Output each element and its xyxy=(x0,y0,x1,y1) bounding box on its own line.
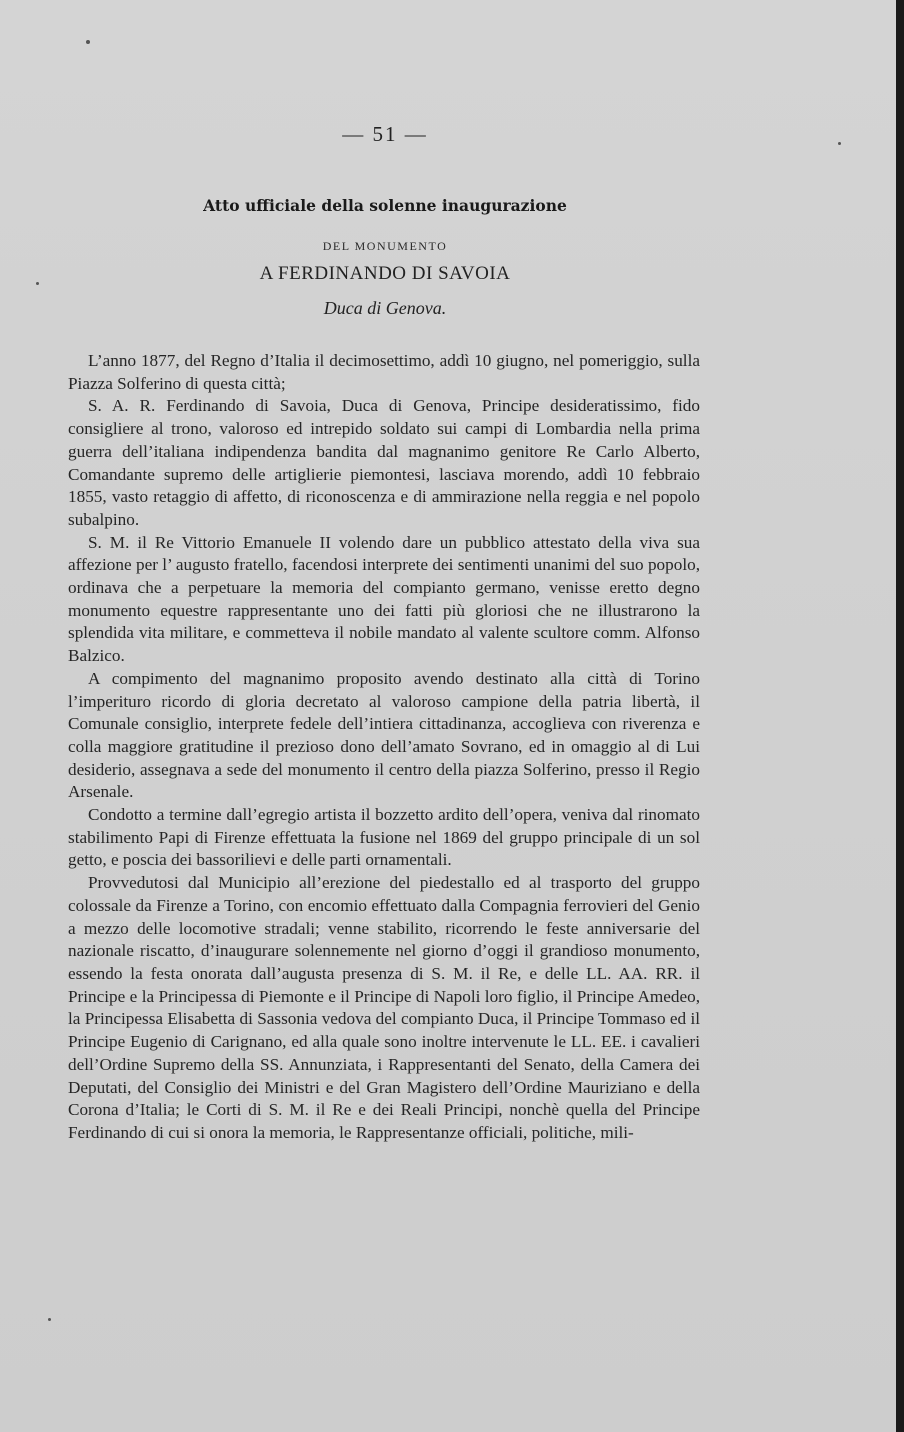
body-text xyxy=(68,350,700,1145)
scan-edge xyxy=(896,0,904,1432)
paragraph: Condotto a termine dall’egregio artista il bozzetto ardito dell’opera, veniva dal rinomato stabilimento Papi di Firenze effettuata la fusione nel 1869 del gruppo principale di un sol getto, e poscia dei bassorilievi e delle parti ornamentali. xyxy=(68,805,700,870)
paragraph: S. M. il Re Vittorio Emanuele II volendo dare un pubblico attestato della viva sua affezione per l’ augusto fratello, facendosi interprete dei sentimenti unanimi del suo popolo, ordinava che a perpetuare la memoria del compianto germano, venisse eretto degno monumento equestre rappresentante uno dei fatti più gloriosi che ne illustrarono la splendida vita militare, e commetteva il nobile mandato al valente scultore comm. Alfonso Balzico. xyxy=(68,532,700,666)
paragraph: L’anno 1877, del Regno d’Italia il decimosettimo, addì 10 giugno, nel pomeriggio, sulla Piazza Solferino di questa città; xyxy=(68,351,700,393)
document-title: A FERDINANDO DI SAVOIA xyxy=(259,263,511,284)
document-heading: Atto ufficiale della solenne inaugurazione xyxy=(203,196,567,215)
scan-speck xyxy=(48,1318,51,1321)
paragraph: Provvedutosi dal Municipio all’erezione del piedestallo ed al trasporto del gruppo colossale da Firenze a Torino, con encomio effettuato dalla Compagnia ferrovieri del Genio a mezzo delle locomotive stradali; venne stabilito, ricorrendo le feste anniversarie del nazionale riscatto, d’inaugurare solennemente nel giorno d’oggi il grandioso monumento, essendo la festa onorata dall’augusta presenza di S. M. il Re, e delle LL. AA. RR. il Principe e la Principessa di Piemonte e il Principe di Napoli loro figlio, il Principe Amedeo, la Principessa Elisabetta di Sassonia vedova del compianto Duca, il Principe Tommaso ed il Principe Eugenio di Carignano, ed alla quale sono inoltre intervenute le LL. EE. i cavalieri dell’Ordine Supremo della SS. Annunziata, i Rappresentanti del Senato, della Camera dei Deputati, del Consiglio dei Ministri e del Gran Magistero dell’Ordine Mauriziano e della Corona d’Italia; le Corti di S. M. il Re e dei Reali Principi, nonchè quella del Principe Ferdinando di cui si onora la memoria, le Rappresentanze officiali, politiche, mili- xyxy=(68,873,700,1142)
paragraph: A compimento del magnanimo proposito avendo destinato alla città di Torino l’imperituro ricordo di gloria decretato al valoroso campione della patria libertà, il Comunale consiglio, interprete fedele dell’intiera cittadinanza, accoglieva con riverenza e colla maggiore gratitudine il prezioso dono dell’amato Sovrano, ed in omaggio al di Lui desiderio, assegnava a sede del monumento il centro della piazza Solferino, presso il Regio Arsenale. xyxy=(68,668,700,802)
page-number: — 51 — xyxy=(342,122,428,146)
scan-speck xyxy=(86,40,90,44)
document-subheading: DEL MONUMENTO xyxy=(322,239,448,253)
paragraph: S. A. R. Ferdinando di Savoia, Duca di Genova, Principe desideratissimo, fido consigliere al trono, valoroso ed intrepido soldato sui campi di Lombardia nella prima guerra dell’italiana indipendenza bandita dal magnanimo genitore Re Carlo Alberto, Comandante supremo delle artiglierie piemontesi, lasciava morendo, addì 10 febbraio 1855, vasto retaggio di affetto, di riconoscenza e di ammirazione nella reggia e nel popolo subalpino. xyxy=(68,396,700,529)
document-subtitle: Duca di Genova. xyxy=(323,298,447,318)
scan-speck xyxy=(838,142,841,145)
